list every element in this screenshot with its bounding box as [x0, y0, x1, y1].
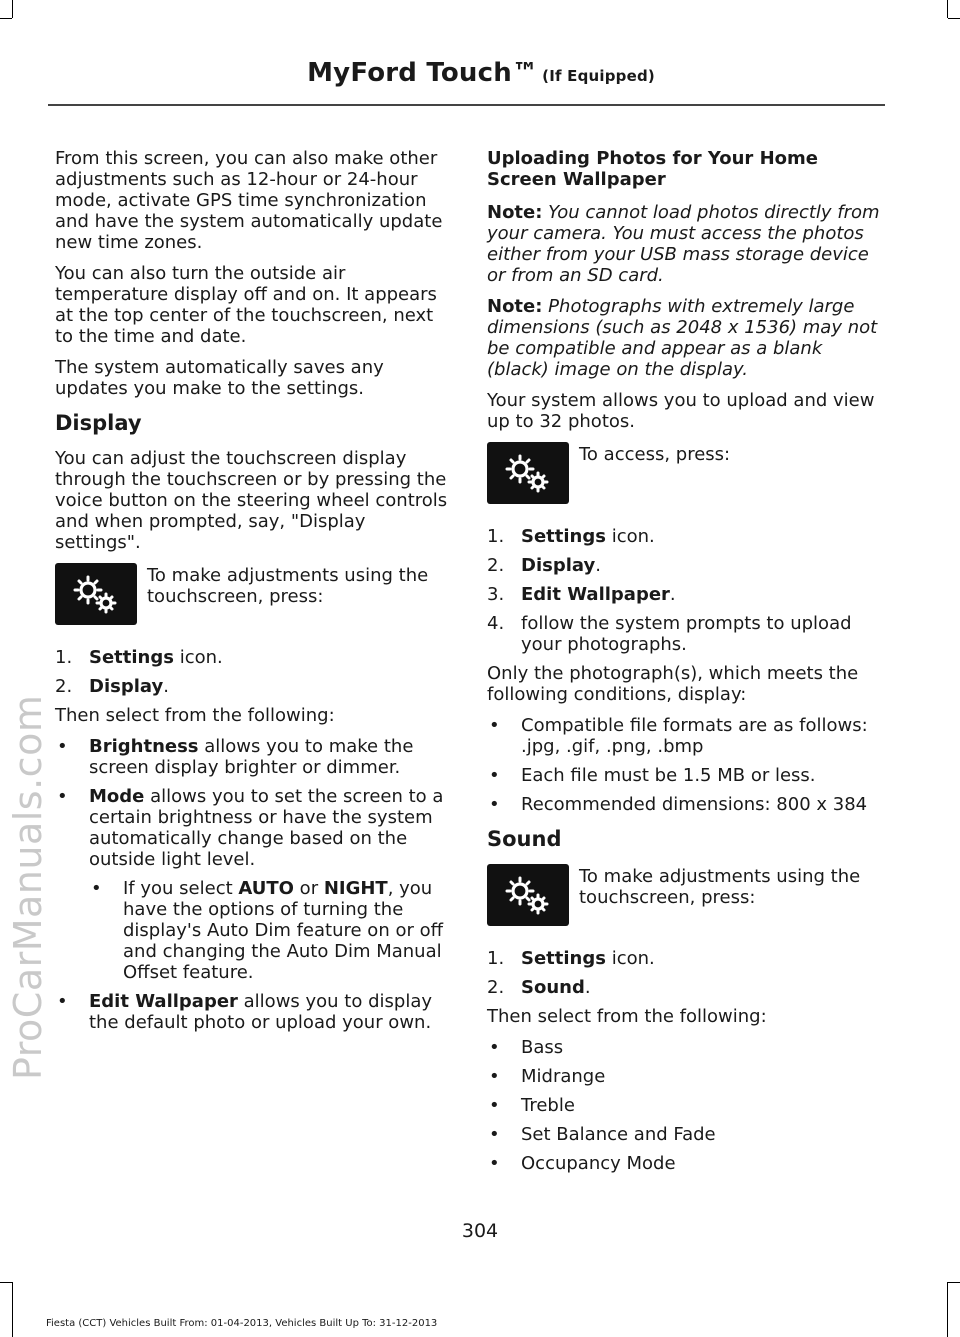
display-options-list [55, 736, 448, 1033]
crop-mark [12, 1282, 13, 1337]
settings-icon-row [487, 442, 882, 512]
list-item: • Treble [489, 1095, 575, 1116]
paragraph: Your system allows you to upload and view up to 32 photos. [487, 390, 875, 432]
watermark: ProCarManuals.com [6, 694, 50, 1080]
list-item: 1. Settings icon. [487, 948, 655, 969]
crop-mark [948, 1282, 960, 1283]
icon-instruction: To access, press: [579, 444, 731, 465]
mode-sub-list [89, 878, 448, 983]
paragraph: Only the photograph(s), which meets the following conditions, display: [487, 663, 859, 705]
list-item: 2. Display. [55, 676, 169, 697]
conditions-list [487, 715, 882, 815]
sound-steps [487, 948, 882, 998]
list-item: 3. Edit Wallpaper. [487, 584, 676, 605]
settings-icon-row [487, 864, 882, 934]
crop-mark [12, 0, 13, 18]
crop-mark [948, 18, 960, 19]
list-item: • Brightness allows you to make the screen display brighter or dimmer. [57, 736, 414, 778]
section-heading-upload: Uploading Photos for Your Home Screen Wallpaper [487, 148, 818, 190]
list-item: • Mode allows you to set the screen to a certain brightness or have the system automatically change based on the outside light level. • If you select AUTO or NIGHT, you have the options of turning the display's Auto Dim feature on or off and changing the Auto Dim Manual Offset feature. [55, 786, 448, 983]
list-item: • If you select AUTO or NIGHT, you have the options of turning the display's Auto Dim feature on or off and changing the Auto Dim Manual Offset feature. [91, 878, 443, 983]
wallpaper-steps [487, 526, 882, 655]
list-item: • Set Balance and Fade [489, 1124, 716, 1145]
list-item: 4. follow the system prompts to upload your photographs. [487, 613, 852, 655]
crop-mark [947, 0, 948, 18]
list-item: • Each file must be 1.5 MB or less. [489, 765, 816, 786]
icon-instruction: To make adjustments using the touchscreen, press: [579, 866, 861, 908]
settings-gear-icon [487, 864, 569, 926]
paragraph: From this screen, you can also make other adjustments such as 12-hour or 24-hour mode, activate GPS time synchronization and have the system automatically update new time zones. [55, 148, 443, 253]
settings-gear-icon [487, 442, 569, 504]
right-column [487, 148, 882, 1184]
page-header-subtitle: (If Equipped) [542, 67, 655, 85]
list-item: 1. Settings icon. [487, 526, 655, 547]
header-rule [48, 104, 885, 106]
footer-vehicle-info: Fiesta (CCT) Vehicles Built From: 01-04-2013, Vehicles Built Up To: 31-12-2013 [46, 1318, 438, 1329]
list-item: • Edit Wallpaper allows you to display the default photo or upload your own. [57, 991, 433, 1033]
left-column [55, 148, 448, 1043]
page-header-title: MyFord Touch™ (If Equipped) [307, 58, 655, 88]
section-heading-sound: Sound [487, 827, 562, 851]
crop-mark [0, 18, 12, 19]
paragraph: You can adjust the touchscreen display through the touchscreen or by pressing the voice button on the steering wheel controls and when prompted, say, "Display settings". [55, 448, 448, 553]
list-item: • Occupancy Mode [489, 1153, 676, 1174]
note: Note: Photographs with extremely large dimensions (such as 2048 x 1536) may not be compatible and appear as a blank (black) image on the display. [487, 296, 878, 380]
crop-mark [947, 1282, 948, 1337]
note: Note: You cannot load photos directly from your camera. You must access the photos either from your USB mass storage device or from an SD card. [487, 202, 880, 286]
page-number: 304 [461, 1220, 499, 1242]
sound-options-list [487, 1037, 882, 1174]
list-item: 1. Settings icon. [55, 647, 223, 668]
crop-mark [0, 1282, 12, 1283]
paragraph: Then select from the following: [487, 1006, 767, 1027]
section-heading-display: Display [55, 411, 142, 435]
list-item: 2. Sound. [487, 977, 591, 998]
paragraph: Then select from the following: [55, 705, 335, 726]
icon-instruction: To make adjustments using the touchscreen, press: [147, 565, 429, 607]
list-item: • Bass [489, 1037, 564, 1058]
list-item: 2. Display. [487, 555, 601, 576]
list-item: • Midrange [489, 1066, 606, 1087]
paragraph: You can also turn the outside air temperature display off and on. It appears at the top center of the touchscreen, next to the time and date. [55, 263, 437, 347]
settings-gear-icon [55, 563, 137, 625]
display-steps [55, 647, 448, 697]
settings-icon-row [55, 563, 448, 633]
list-item: • Compatible file formats are as follows: .jpg, .gif, .png, .bmp [489, 715, 868, 757]
list-item: • Recommended dimensions: 800 x 384 [489, 794, 868, 815]
paragraph: The system automatically saves any updates you make to the settings. [55, 357, 384, 399]
